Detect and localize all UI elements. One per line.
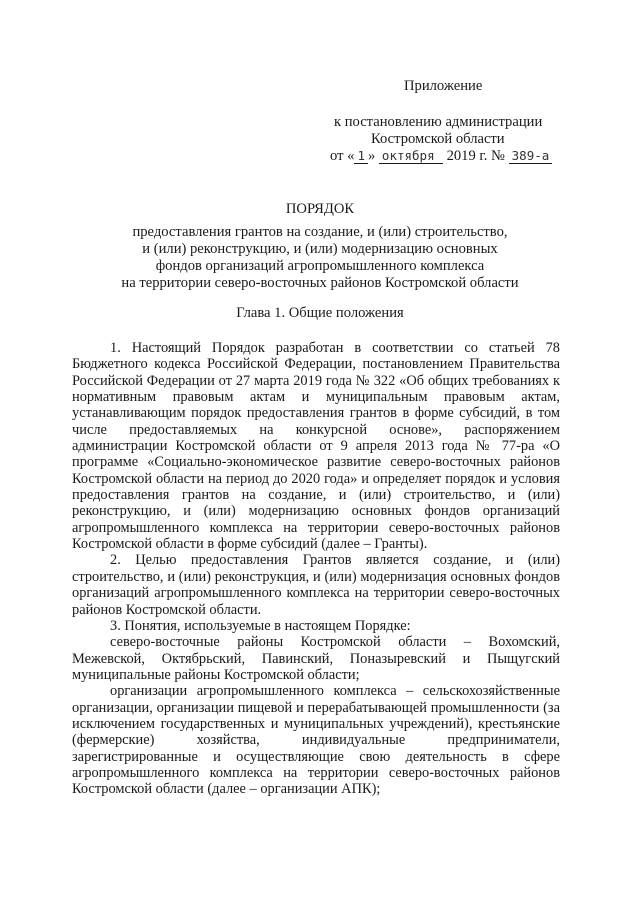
heading-line-3: фондов организаций агропромышленного комплекса bbox=[155, 258, 485, 274]
document-title: ПОРЯДОК bbox=[285, 201, 355, 217]
date-prefix: от « bbox=[330, 148, 355, 164]
paragraph-1: 1. Настоящий Порядок разработан в соответствии со статьей 78 Бюджетного кодекса Российской Федерации, постановлением Правительства Российской Федерации от 27 марта 2019 года № 322 «Об общих требованиях к нормативным правовым актам и муниципальным правовым актам, устанавливающим порядок предоставления грантов в форме субсидий, в том числе предоставляемых на конкурсной основе», распоряжением администрации Костромской области от 9 апреля 2013 года № 77-ра «О программе «Социально-экономическое развитие северо-восточных районов Костромской области на период до 2020 года» и определяет порядок и условия предоставления грантов на создание, и (или) строительство, и (или) реконструкцию, и (или) модернизацию основных фондов организаций агропромышленного комплекса на территории северо-восточных районов Костромской области в форме субсидий (далее – Гранты). bbox=[72, 340, 560, 553]
date-month: октября bbox=[379, 149, 443, 164]
appendix-date-line bbox=[330, 148, 552, 165]
heading-line-2: и (или) реконструкцию, и (или) модернизацию основных bbox=[142, 241, 498, 257]
heading-line-1: предоставления грантов на создание, и (или) строительство, bbox=[132, 224, 508, 240]
definition-agro-organizations: организации агропромышленного комплекса – сельскохозяйственные организации, организации пищевой и перерабатывающей промышленности (за исключением государственных и муниципальных учреждений), крестьянские (фермерские) хозяйства, индивидуальные предприниматели, зарегистрированные и осуществляющие свою деятельность в сфере агропромышленного комплекса на территории северо-восточных районов Костромской области (далее – организации АПК); bbox=[72, 683, 560, 798]
paragraph-3: 3. Понятия, используемые в настоящем Порядке: bbox=[110, 617, 411, 634]
heading-line-4: на территории северо-восточных районов Костромской области bbox=[121, 275, 519, 291]
document-body bbox=[72, 340, 560, 798]
paragraph-2: 2. Целью предоставления Грантов является создание, и (или) строительство, и (или) реконструкция, и (или) модернизация основных фондов организаций агропромышленного комплекса на территории северо-восточных районов Костромской области. bbox=[72, 552, 560, 618]
date-year: 2019 г. № bbox=[446, 148, 505, 164]
date-day: 1 bbox=[354, 149, 368, 164]
definition-northeast-districts: северо-восточные районы Костромской области – Вохомский, Межевской, Октябрьский, Павинский, Поназыревский и Пыщугский муниципальные районы Костромской области; bbox=[72, 634, 560, 683]
appendix-line-2: Костромской области bbox=[371, 131, 505, 147]
appendix-title: Приложение bbox=[404, 78, 483, 94]
chapter-heading: Глава 1. Общие положения bbox=[236, 305, 404, 321]
document-number: 389-а bbox=[509, 149, 553, 164]
date-mid: » bbox=[367, 148, 376, 164]
appendix-line-1: к постановлению администрации bbox=[334, 114, 543, 130]
